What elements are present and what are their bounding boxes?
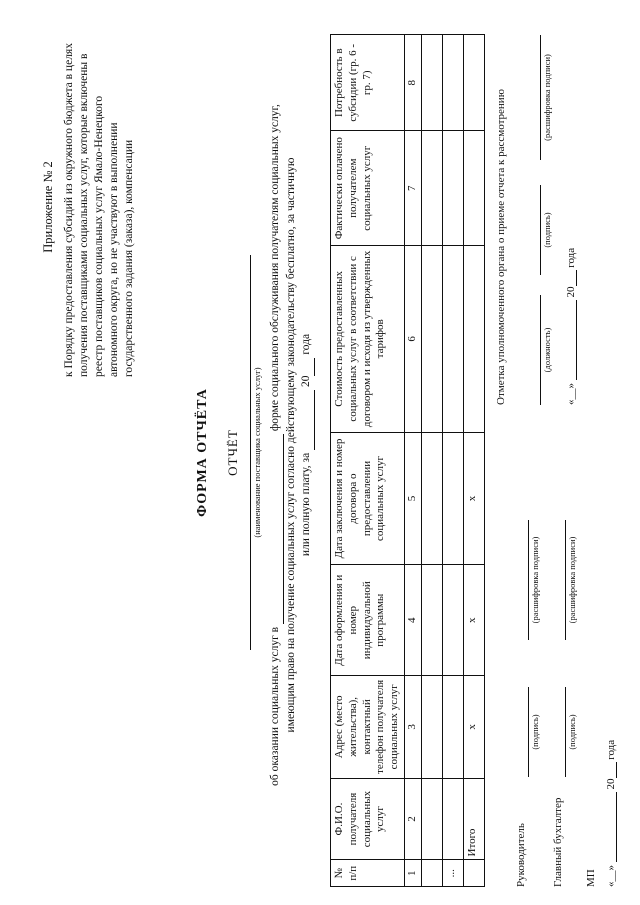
director-decoding-caption: (расшифровка подписи) [530,536,540,624]
table-cell [421,35,442,131]
report-table [330,34,485,887]
intro-line-3 [299,45,315,845]
column-number: 3 [404,676,421,778]
header-cell: Потребность в субсидии (гр. 6 - гр. 7) [331,35,405,131]
period-blank [303,390,315,450]
chief-accountant-label: Главный бухгалтер [552,797,564,887]
annex-title: Приложение № 2 [41,161,55,253]
director-decoding-line [528,520,529,640]
intro-suffix: форме социального обслуживания получателям социальных услуг, [269,104,281,432]
header-cell: № п/п [331,860,405,887]
table-cell [463,860,484,887]
year-blank [303,358,315,376]
date-year-word: года [605,739,617,760]
column-number: 6 [404,245,421,432]
form-type-blank [272,434,284,624]
intro-line-2: имеющим право на получение социальных услуг согласно действующему законодательству бесплатно, за частичную [284,157,297,733]
table-cell [463,245,484,432]
intro-year-num: 20 [300,375,313,388]
table-cell [442,432,463,565]
column-number-row [404,35,421,887]
authorized-year-blank [565,271,577,287]
table-cell [442,131,463,245]
table-cell: x [463,565,484,676]
date-quote: «__» [605,865,617,887]
intro-line-1 [268,45,284,845]
authorized-position-line [540,295,541,405]
annex-block [40,37,137,377]
authorized-date-line [565,248,577,405]
table-row [442,35,463,887]
table-cell: x [463,432,484,565]
provider-name-line [250,255,251,650]
table-header-row [331,35,405,887]
table-cell [442,565,463,676]
column-number: 1 [404,860,421,887]
report-intro [268,45,315,845]
table-cell: x [463,676,484,778]
form-title: ФОРМА ОТЧЁТА [195,388,210,517]
column-number: 4 [404,565,421,676]
total-row [463,35,484,887]
month-blank [605,792,617,862]
table-cell [442,676,463,778]
authorized-position-caption: (должность) [542,327,552,373]
table-cell [442,35,463,131]
accountant-decoding-line [565,520,566,640]
accountant-decoding-caption: (расшифровка подписи) [567,536,577,624]
accountant-signature-caption: (подпись) [567,714,577,750]
director-label: Руководитель [515,823,527,887]
authorized-note: Отметка уполномоченного органа о приеме отчета к рассмотрению [495,89,507,405]
annex-text: к Порядку предоставления субсидий из окружного бюджета в целях получения поставщиками социальных услуг, которые включены в реестр поставщиков социальных услуг Ямало-Ненецкого автономного округа, но не участвуют в выполнении государственного задания (заказа), компенсации [63,43,135,377]
header-cell: Дата оформления и номер индивидуальной программы [331,565,405,676]
table-cell [463,35,484,131]
column-number: 7 [404,131,421,245]
table-cell [421,565,442,676]
header-cell: Фактически оплачено получателем социальных услуг [331,131,405,245]
provider-name-caption: (наименование поставщика социальных услуг) [252,367,262,538]
accountant-signature-line [565,687,566,777]
report-title: ОТЧЁТ [225,429,240,476]
total-label: Итого [463,778,484,860]
table-cell [421,676,442,778]
header-cell: Стоимость предоставленных социальных услуг в соответствии с договором и исходя из утвержденных тарифов [331,245,405,432]
authorized-year-word: года [565,247,577,268]
date-line [605,740,617,887]
authorized-signature-line [540,185,541,275]
column-number: 8 [404,35,421,131]
table-cell [442,778,463,860]
authorized-date-quote: «__» [565,383,577,405]
director-signature-caption: (подпись) [530,714,540,750]
date-year-num: 20 [605,778,617,790]
authorized-decoding-caption: (расшифровка подписи) [542,54,552,141]
authorized-month-blank [565,300,577,380]
column-number: 5 [404,432,421,565]
column-number: 2 [404,778,421,860]
intro-year-word: года [300,333,313,355]
table-cell [463,131,484,245]
year-blank [605,763,617,779]
header-cell: Адрес (место жительства), контактный телефон получателя социальных услуг [331,676,405,778]
table-cell: ... [442,860,463,887]
stamp-label: МП [585,869,597,887]
table-cell [442,245,463,432]
intro-period-prefix: или полную плату, за [300,452,313,557]
authorized-signature-caption: (подпись) [542,212,552,248]
director-signature-line [528,687,529,777]
table-cell [421,778,442,860]
table-cell [421,131,442,245]
table-cell [421,432,442,565]
intro-prefix: об оказании социальных услуг в [269,626,281,786]
authorized-year-num: 20 [565,286,577,298]
authorized-decoding-line [540,35,541,160]
header-cell: Дата заключения и номер договора о предоставлении социальных услуг [331,432,405,565]
table-cell [421,860,442,887]
table-cell [421,245,442,432]
header-cell: Ф.И.О. получателя социальных услуг [331,778,405,860]
table-row [421,35,442,887]
